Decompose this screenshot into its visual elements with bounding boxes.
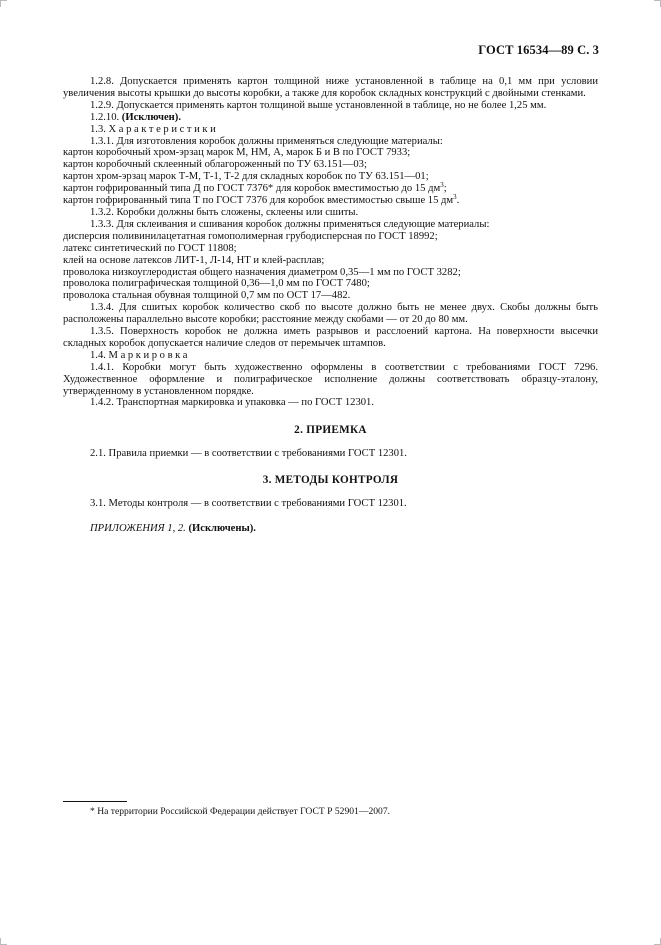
- material-text: картон гофрированный типа Д по ГОСТ 7376* для коробок вместимостью до 15 дм: [63, 183, 441, 195]
- material-item: проволока низкоуглеродистая общего назначения диаметром 0,35—1 мм по ГОСТ 3282;: [63, 266, 461, 278]
- page-header: ГОСТ 16534—89 С. 3: [478, 43, 599, 57]
- material-item: картон коробочный склеенный облагороженный по ТУ 63.151—03;: [63, 159, 367, 171]
- crop-mark-top-left: [0, 0, 7, 7]
- section-3-heading: 3. МЕТОДЫ КОНТРОЛЯ: [262, 474, 399, 487]
- spaced-heading: Маркировка: [108, 349, 191, 361]
- clause-3-1: 3.1. Методы контроля — в соответствии с требованиями ГОСТ 12301.: [90, 498, 407, 510]
- clause-1-3-2: 1.3.2. Коробки должны быть сложены, склеены или сшиты.: [90, 206, 359, 218]
- clause-number: 1.3.: [90, 123, 106, 135]
- clause-1-3-heading: [63, 124, 598, 136]
- clause-1-3-5: 1.3.5. Поверхность коробок не должна иметь разрывов и расслоений картона. На поверхности высечки складных коробок допускается наличие следов от перемычек штампов.: [63, 326, 598, 349]
- material-item: клей на основе латексов ЛИТ-1, Л-14, НТ и клей-расплав;: [63, 254, 325, 266]
- clause-1-2-9: 1.2.9. Допускается применять картон толщиной выше установленной в таблице, но не более 1,25 мм.: [90, 99, 547, 111]
- appendix-status: (Исключены).: [188, 523, 256, 534]
- clause-1-3-1: 1.3.1. Для изготовления коробок должны применяться следующие материалы:: [90, 135, 443, 147]
- material-item: латекс синтетический по ГОСТ 11808;: [63, 242, 237, 254]
- clause-number: 1.2.10.: [90, 111, 120, 123]
- material-item: [63, 195, 598, 207]
- material-item: проволока полиграфическая толщиной 0,36—1,0 мм по ГОСТ 7480;: [63, 278, 370, 290]
- crop-mark-bottom-right: [654, 938, 661, 945]
- punctuation: .: [456, 195, 460, 207]
- document-body: [63, 76, 598, 535]
- excluded-note: (Исключен).: [121, 111, 181, 123]
- material-item: картон коробочный хром-эрзац марок М, НМ, А, марок Б и В по ГОСТ 7933;: [63, 147, 411, 159]
- material-text: картон гофрированный типа Т по ГОСТ 7376 для коробок вместимостью свыше 15 дм: [63, 195, 454, 207]
- material-item: картон хром-эрзац марок Т-М, Т-1, Т-2 для складных коробок по ТУ 63.151—01;: [63, 171, 429, 183]
- clause-2-1: 2.1. Правила приемки — в соответствии с требованиями ГОСТ 12301.: [90, 448, 407, 460]
- crop-mark-top-right: [654, 0, 661, 7]
- material-item: дисперсия поливинилацетатная гомополимерная грубодисперсная по ГОСТ 18992;: [63, 230, 438, 242]
- material-item: [63, 183, 598, 195]
- section-2-heading: 2. ПРИЕМКА: [294, 424, 367, 437]
- clause-1-3-3: 1.3.3. Для склеивания и сшивания коробок должны применяться следующие материалы:: [90, 218, 490, 230]
- clause-1-2-8: 1.2.8. Допускается применять картон толщиной ниже установленной в таблице на 0,1 мм при условии увеличения высоты крышки до высоты коробки, а также для коробок складных конструкций с двойными стенками.: [63, 76, 598, 99]
- clause-1-4-2: 1.4.2. Транспортная маркировка и упаковка — по ГОСТ 12301.: [90, 397, 374, 409]
- clause-1-4-heading: [63, 350, 598, 362]
- appendix-note: [63, 523, 598, 535]
- spaced-heading: Характеристики: [108, 123, 219, 135]
- clause-1-3-4: 1.3.4. Для сшитых коробок количество скоб по высоте должно быть не менее двух. Скобы должны быть расположены параллельно высоте коробки; расстояние между скобами — от 20 до 80 мм.: [63, 302, 598, 326]
- superscript: 3: [440, 181, 444, 190]
- clause-number: 1.4.: [90, 349, 106, 361]
- appendix-label: ПРИЛОЖЕНИЯ 1, 2.: [90, 523, 186, 534]
- footnote: * На территории Российской Федерации действует ГОСТ Р 52901—2007.: [90, 806, 391, 817]
- crop-mark-bottom-left: [0, 938, 7, 945]
- punctuation: ;: [443, 183, 447, 195]
- clause-1-4-1: 1.4.1. Коробки могут быть художественно оформлены в соответствии с требованиями ГОСТ 7296. Художественное оформление и полиграфическое исполнение должны соответствовать образцу-эталону, утвержденному в установленном порядке.: [63, 361, 598, 397]
- clause-1-2-10: [63, 112, 598, 124]
- material-item: проволока стальная обувная толщиной 0,7 мм по ОСТ 17—482.: [63, 290, 351, 302]
- footnote-divider: [63, 801, 127, 802]
- superscript: 3: [453, 193, 457, 202]
